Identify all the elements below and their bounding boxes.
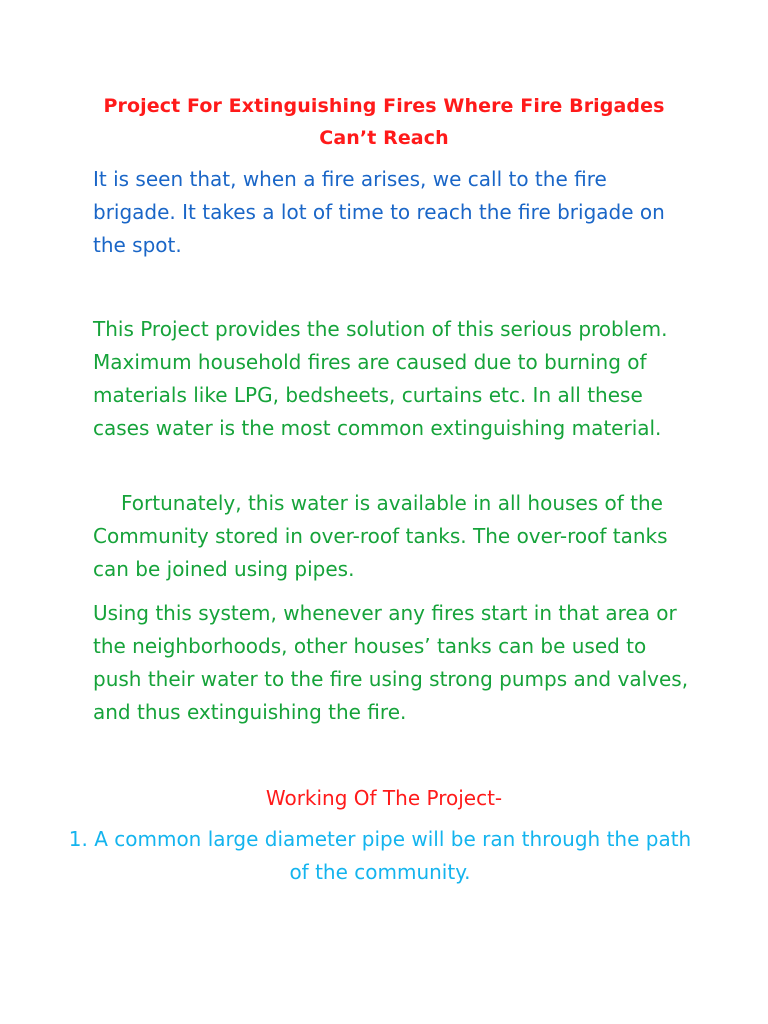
section-heading: Working Of The Project- xyxy=(265,786,503,810)
list-item xyxy=(60,823,700,889)
list-item-text: A common large diameter pipe will be ran through the path of the community. xyxy=(94,827,692,884)
system-usage-paragraph: Using this system, whenever any fires start in that area or the neighborhoods, other houses’ tanks can be used to push their water to the fire using strong pumps and valves, and thus extinguishing the fire. xyxy=(93,601,689,724)
water-availability-paragraph: Fortunately, this water is available in all houses of the Community stored in over-roof tanks. The over-roof tanks can be joined using pipes. xyxy=(93,491,668,581)
document-title: Project For Extinguishing Fires Where Fire Brigades Can’t Reach xyxy=(103,95,665,149)
list-item-number: 1. xyxy=(68,827,88,851)
intro-paragraph: It is seen that, when a fire arises, we call to the fire brigade. It takes a lot of time to reach the fire brigade on the spot. xyxy=(93,167,665,257)
solution-paragraph: This Project provides the solution of this serious problem. Maximum household fires are caused due to burning of materials like LPG, bedsheets, curtains etc. In all these cases water is the most common extinguishing material. xyxy=(93,317,668,440)
